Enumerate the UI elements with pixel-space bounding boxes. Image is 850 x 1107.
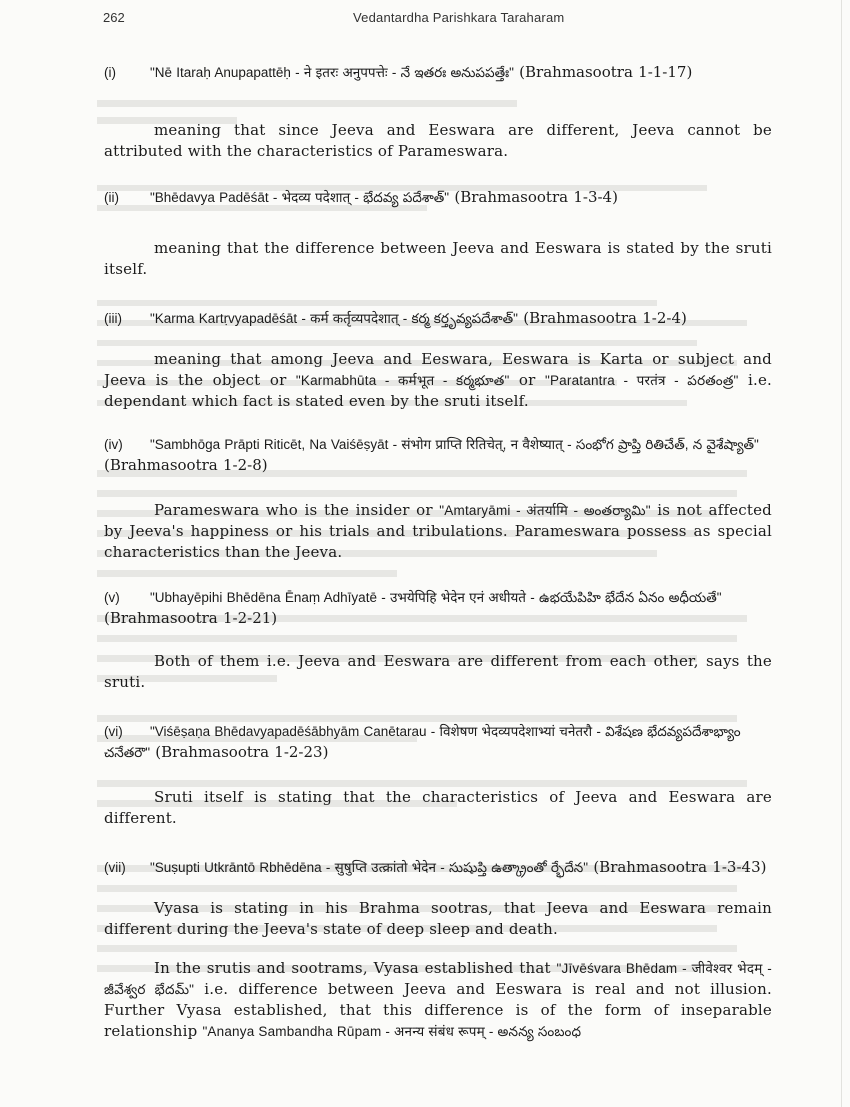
- entry-number: (vii): [104, 860, 126, 875]
- explanation-text: meaning that the difference between Jeeva and Eeswara is stated by the sruti itself.: [104, 239, 772, 278]
- explanation-text: meaning that among Jeeva and Eeswara, Eeswara is Karta or subject and Jeeva is the object or: [104, 350, 772, 389]
- inline-term: "Karmabhūta - कर्मभूत - కర్మభూత": [295, 373, 510, 388]
- explanation-paragraph: [104, 238, 772, 280]
- sutra-text: "Karma Kartṛvyapadēśāt - कर्म कर्तृव्यपदेशात् - కర్మ కర్తృవ్యపదేశాత్": [150, 311, 518, 326]
- running-title: Vedantardha Parishkara Taraharam: [353, 10, 565, 25]
- sutra-reference: (Brahmasootra 1-2-8): [104, 456, 268, 474]
- sutra-reference: (Brahmasootra 1-2-21): [104, 609, 278, 627]
- explanation-text: Both of them i.e. Jeeva and Eeswara are different from each other, says the sruti.: [104, 652, 772, 691]
- citation-entry: [104, 587, 772, 629]
- sutra-reference: (Brahmasootra 1-1-17): [519, 63, 693, 81]
- sutra-reference: (Brahmasootra 1-2-23): [155, 743, 329, 761]
- sutra-text: "Viśēṣaṇa Bhēdavyapadēśābhyām Canētarau - विशेषण भेदव्यपदेशाभ्यां चनेतरौ - విశేషణ భేదవ్యపదేశాభ్యాం చనేతరౌ": [104, 724, 741, 760]
- entry-number: (iii): [104, 311, 122, 326]
- entry-number: (iv): [104, 437, 123, 452]
- inline-term: "Ananya Sambandha Rūpam - अनन्य संबंध रूपम् - అనన్య సంబంధ: [202, 1024, 582, 1039]
- sutra-text: "Ubhayēpihi Bhēdēna Ēnaṃ Adhīyatē - उभयेपिहि भेदेन एनं अधीयते - ఉభయేపిహి భేదేన ఏనం అధీయతే": [150, 590, 722, 605]
- citation-entry: [104, 857, 772, 878]
- entry-number: (ii): [104, 190, 119, 205]
- explanation-paragraph: [104, 898, 772, 940]
- explanation-text: is not affected by Jeeva's happiness or his trials and tribulations. Parameswara possess as special characteristics than the Jeeva.: [104, 501, 772, 561]
- inline-term: "Paratantra - परतंत्र - పరతంత్ర": [544, 373, 739, 388]
- explanation-text: or: [509, 371, 545, 389]
- explanation-text: Vyasa is stating in his Brahma sootras, that Jeeva and Eeswara remain different during the Jeeva's state of deep sleep and death.: [104, 899, 772, 938]
- page-header: [103, 10, 803, 30]
- citation-entry: [104, 62, 772, 83]
- page-edge-shadow: [841, 0, 842, 1107]
- inline-term: "Jīvēśvara Bhēdam - जीवेश्वर भेदम् - జీవేశ్వర భేదమ్": [104, 961, 772, 997]
- citation-entry: [104, 721, 772, 763]
- closing-text: i.e. difference between Jeeva and Eeswara is real and not illusion. Further Vyasa established, that this difference is of the form of inseparable relationship: [104, 980, 772, 1040]
- sutra-text: "Bhēdavya Padēśāt - भेदव्य पदेशात् - భేదవ్య పదేశాత్": [150, 190, 450, 205]
- citation-entry: [104, 187, 772, 208]
- entry-number: (vi): [104, 724, 123, 739]
- closing-text: In the srutis and sootrams, Vyasa established that: [154, 959, 557, 977]
- explanation-paragraph: [104, 787, 772, 829]
- sutra-text: "Nē Itaraḥ Anupapattēḥ - ने इतरः अनुपपत्तेः - నే ఇతరః అనుపపత్తేః": [150, 65, 514, 80]
- citation-entry: [104, 308, 772, 329]
- sutra-text: "Sambhōga Prāpti Riticēt, Na Vaiśēṣyāt - संभोग प्राप्ति रितिचेत्, न वैशेष्यात् - సంభోగ ప్రాప్తి రితిచేత్, న వైశేష్యాత్": [150, 437, 759, 452]
- inline-term: "Amtaryāmi - अंतर्यामि - అంతర్యామి": [439, 503, 651, 518]
- closing-paragraph: [104, 958, 772, 1042]
- explanation-text: i.e. dependant which fact is stated even by the sruti itself.: [104, 371, 772, 410]
- explanation-text: Parameswara who is the insider or: [154, 501, 440, 519]
- entry-number: (v): [104, 590, 120, 605]
- explanation-paragraph: [104, 651, 772, 693]
- explanation-text: Sruti itself is stating that the characteristics of Jeeva and Eeswara are different.: [104, 788, 772, 827]
- explanation-text: meaning that since Jeeva and Eeswara are different, Jeeva cannot be attributed with the characteristics of Parameswara.: [104, 121, 772, 160]
- citation-entry: [104, 434, 772, 476]
- sutra-reference: (Brahmasootra 1-2-4): [523, 309, 687, 327]
- explanation-paragraph: [104, 349, 772, 412]
- explanation-paragraph: [104, 500, 772, 563]
- page-number: 262: [103, 10, 125, 25]
- explanation-paragraph: [104, 120, 772, 162]
- sutra-text: "Suṣupti Utkrāntō Rbhēdēna - सुषुप्ति उत्क्रांतो भेदेन - సుషుప్తి ఉత్క్రాంతో ర్భేదేన": [150, 860, 589, 875]
- page-body: [104, 62, 772, 1042]
- sutra-reference: (Brahmasootra 1-3-4): [454, 188, 618, 206]
- entry-number: (i): [104, 65, 116, 80]
- sutra-reference: (Brahmasootra 1-3-43): [593, 858, 767, 876]
